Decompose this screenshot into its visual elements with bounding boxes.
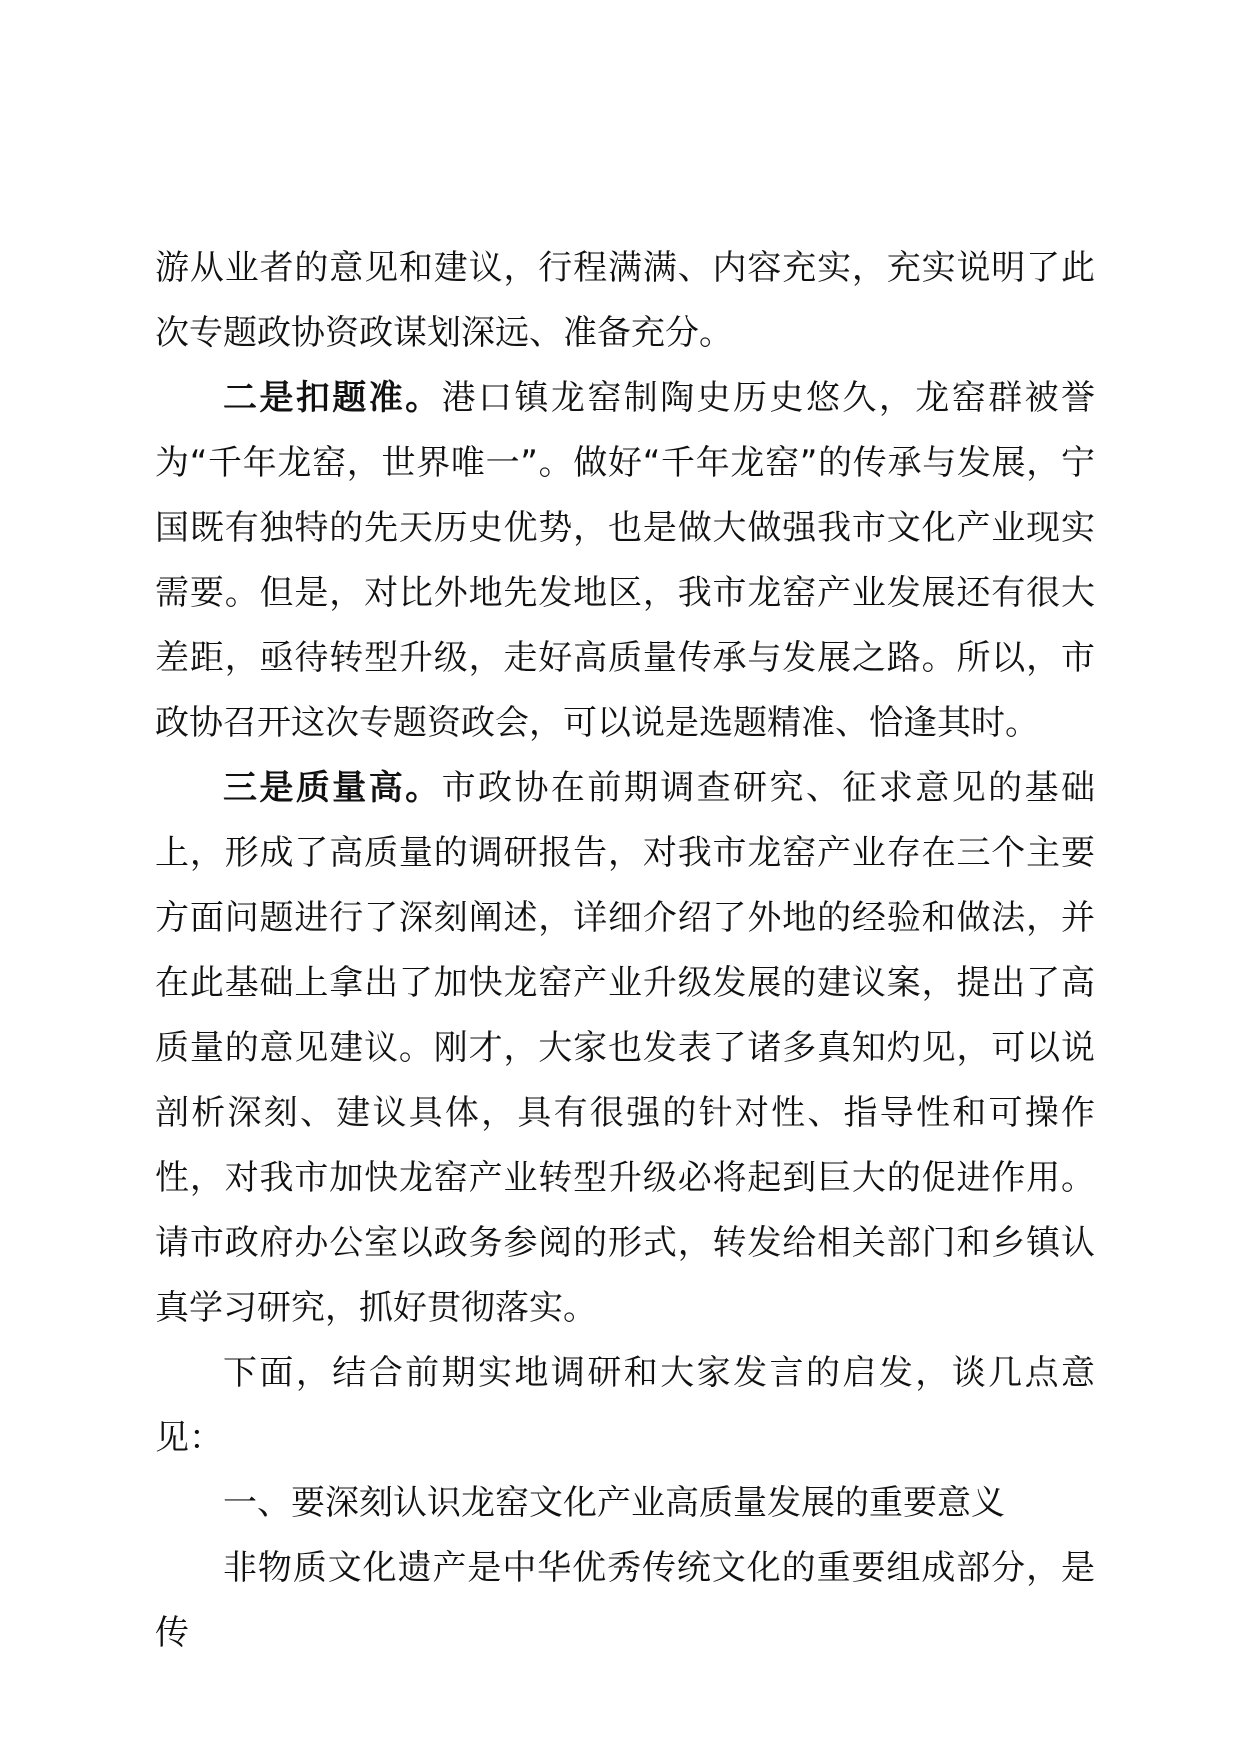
paragraph-transition [155, 1341, 1095, 1471]
section-heading-text: 一、要深刻认识龙窑文化产业高质量发展的重要意义 [223, 1483, 1005, 1523]
paragraph-section-one-body [155, 1536, 1095, 1666]
section-heading-one [155, 1471, 1095, 1536]
paragraph-lead-heading: 三是质量高。 [223, 768, 442, 808]
paragraph-lead-heading: 二是扣题准。 [223, 378, 442, 418]
paragraph-text: 游从业者的意见和建议，行程满满、内容充实，充实说明了此次专题政协资政谋划深远、准备充分。 [155, 248, 1095, 353]
paragraph-text: 港口镇龙窑制陶史历史悠久，龙窑群被誉为“千年龙窑，世界唯一”。做好“千年龙窑”的传承与发展，宁国既有独特的先天历史优势，也是做大做强我市文化产业现实需要。但是，对比外地先发地区，我市龙窑产业发展还有很大差距，亟待转型升级，走好高质量传承与发展之路。所以，市政协召开这次专题资政会，可以说是选题精准、恰逢其时。 [155, 378, 1095, 743]
paragraph-point-two [155, 366, 1095, 756]
paragraph-text: 下面，结合前期实地调研和大家发言的启发，谈几点意见： [155, 1353, 1095, 1458]
document-body [155, 236, 1095, 1666]
paragraph-text: 非物质文化遗产是中华优秀传统文化的重要组成部分，是传 [155, 1548, 1095, 1653]
paragraph-continuation [155, 236, 1095, 366]
paragraph-text: 市政协在前期调查研究、征求意见的基础上，形成了高质量的调研报告，对我市龙窑产业存在三个主要方面问题进行了深刻阐述，详细介绍了外地的经验和做法，并在此基础上拿出了加快龙窑产业升级发展的建议案，提出了高质量的意见建议。刚才，大家也发表了诸多真知灼见，可以说剖析深刻、建议具体，具有很强的针对性、指导性和可操作性，对我市加快龙窑产业转型升级必将起到巨大的促进作用。请市政府办公室以政务参阅的形式，转发给相关部门和乡镇认真学习研究，抓好贯彻落实。 [155, 768, 1095, 1328]
paragraph-point-three [155, 756, 1095, 1341]
